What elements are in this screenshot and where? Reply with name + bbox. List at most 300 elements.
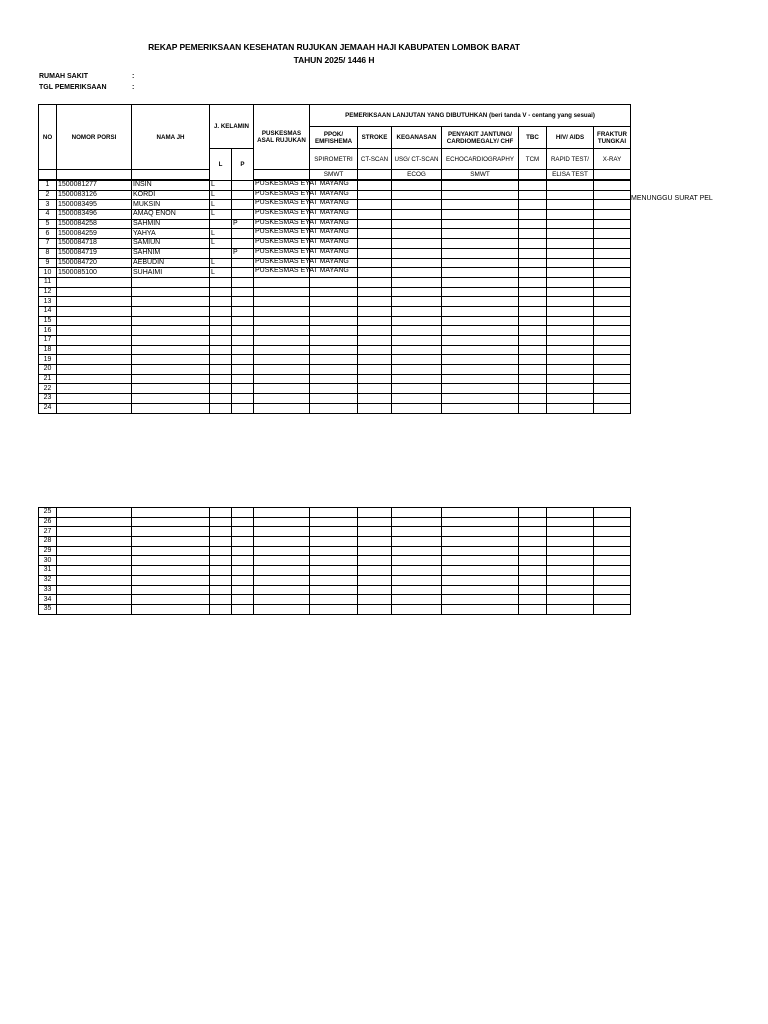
cell-l[interactable] [210, 595, 232, 605]
cell-keganasan[interactable] [392, 326, 442, 336]
cell-hiv[interactable] [547, 268, 594, 278]
cell-jantung[interactable] [442, 219, 519, 229]
cell-p[interactable] [232, 604, 254, 614]
cell-keganasan[interactable] [392, 239, 442, 249]
cell-stroke[interactable] [358, 566, 392, 576]
cell-puskesmas[interactable] [254, 180, 349, 190]
cell-p[interactable] [232, 374, 254, 384]
cell-p[interactable] [232, 355, 254, 365]
cell-nama[interactable] [132, 537, 210, 547]
cell-stroke[interactable] [358, 384, 392, 394]
cell-stroke[interactable] [358, 200, 392, 210]
cell-fraktur[interactable] [594, 306, 631, 316]
cell-fraktur[interactable] [594, 200, 631, 210]
cell-tbc[interactable] [519, 336, 547, 346]
cell-tbc[interactable] [519, 384, 547, 394]
cell-nomor-porsi[interactable]: 1500083495 [57, 200, 132, 210]
cell-tbc[interactable] [519, 258, 547, 268]
cell-tbc[interactable] [519, 210, 547, 220]
cell-ppok[interactable] [310, 345, 358, 355]
cell-tbc[interactable] [519, 219, 547, 229]
cell-keganasan[interactable] [392, 585, 442, 595]
cell-nama[interactable]: AMAQ ENON [132, 210, 210, 220]
cell-tbc[interactable] [519, 566, 547, 576]
cell-hiv[interactable] [547, 575, 594, 585]
cell-hiv[interactable] [547, 527, 594, 537]
cell-nomor-porsi[interactable]: 1500081277 [57, 180, 132, 190]
cell-l[interactable] [210, 403, 232, 413]
cell-keganasan[interactable] [392, 403, 442, 413]
cell-l[interactable] [210, 277, 232, 287]
cell-keganasan[interactable] [392, 575, 442, 585]
cell-fraktur[interactable] [594, 190, 631, 200]
cell-puskesmas[interactable] [254, 566, 310, 576]
cell-keganasan[interactable] [392, 365, 442, 375]
cell-l[interactable]: L [210, 200, 232, 210]
cell-jantung[interactable] [442, 200, 519, 210]
cell-stroke[interactable] [358, 210, 392, 220]
cell-p[interactable] [232, 316, 254, 326]
cell-hiv[interactable] [547, 595, 594, 605]
cell-tbc[interactable] [519, 297, 547, 307]
cell-hiv[interactable] [547, 546, 594, 556]
cell-jantung[interactable] [442, 365, 519, 375]
cell-stroke[interactable] [358, 508, 392, 518]
cell-tbc[interactable] [519, 190, 547, 200]
cell-keganasan[interactable] [392, 316, 442, 326]
cell-ppok[interactable] [310, 365, 358, 375]
cell-l[interactable]: L [210, 258, 232, 268]
cell-ppok[interactable] [310, 355, 358, 365]
cell-tbc[interactable] [519, 403, 547, 413]
cell-hiv[interactable] [547, 517, 594, 527]
cell-ppok[interactable] [310, 575, 358, 585]
cell-hiv[interactable] [547, 384, 594, 394]
cell-ppok[interactable] [310, 517, 358, 527]
cell-nomor-porsi[interactable] [57, 297, 132, 307]
cell-p[interactable] [232, 517, 254, 527]
cell-nomor-porsi[interactable] [57, 355, 132, 365]
cell-nama[interactable] [132, 556, 210, 566]
cell-fraktur[interactable] [594, 297, 631, 307]
cell-tbc[interactable] [519, 268, 547, 278]
cell-ppok[interactable] [310, 556, 358, 566]
cell-fraktur[interactable] [594, 546, 631, 556]
cell-hiv[interactable] [547, 316, 594, 326]
cell-hiv[interactable] [547, 297, 594, 307]
cell-puskesmas[interactable] [254, 585, 310, 595]
cell-nomor-porsi[interactable]: 1500084258 [57, 219, 132, 229]
cell-hiv[interactable] [547, 180, 594, 190]
cell-l[interactable] [210, 537, 232, 547]
cell-nomor-porsi[interactable]: 1500084718 [57, 239, 132, 249]
cell-nama[interactable]: SAMIUN [132, 239, 210, 249]
cell-jantung[interactable] [442, 268, 519, 278]
cell-l[interactable]: L [210, 229, 232, 239]
cell-stroke[interactable] [358, 297, 392, 307]
cell-ppok[interactable] [310, 566, 358, 576]
cell-ppok[interactable] [310, 316, 358, 326]
cell-jantung[interactable] [442, 575, 519, 585]
cell-hiv[interactable] [547, 306, 594, 316]
cell-ppok[interactable] [310, 384, 358, 394]
cell-nomor-porsi[interactable]: 1500084719 [57, 248, 132, 258]
cell-l[interactable] [210, 517, 232, 527]
cell-nama[interactable] [132, 384, 210, 394]
cell-nama[interactable] [132, 595, 210, 605]
cell-jantung[interactable] [442, 403, 519, 413]
cell-hiv[interactable] [547, 239, 594, 249]
cell-p[interactable] [232, 527, 254, 537]
cell-puskesmas[interactable] [254, 546, 310, 556]
cell-fraktur[interactable] [594, 508, 631, 518]
cell-nama[interactable]: INSIN [132, 180, 210, 190]
cell-jantung[interactable] [442, 517, 519, 527]
cell-puskesmas[interactable] [254, 403, 310, 413]
cell-puskesmas[interactable] [254, 316, 310, 326]
cell-stroke[interactable] [358, 326, 392, 336]
cell-nomor-porsi[interactable] [57, 566, 132, 576]
cell-l[interactable] [210, 287, 232, 297]
cell-p[interactable] [232, 575, 254, 585]
cell-l[interactable] [210, 384, 232, 394]
cell-puskesmas[interactable] [254, 287, 310, 297]
cell-fraktur[interactable] [594, 258, 631, 268]
cell-stroke[interactable] [358, 556, 392, 566]
cell-p[interactable] [232, 537, 254, 547]
cell-jantung[interactable] [442, 190, 519, 200]
cell-keganasan[interactable] [392, 345, 442, 355]
cell-nomor-porsi[interactable] [57, 345, 132, 355]
cell-p[interactable] [232, 229, 254, 239]
cell-keganasan[interactable] [392, 508, 442, 518]
cell-fraktur[interactable] [594, 180, 631, 190]
cell-tbc[interactable] [519, 595, 547, 605]
cell-keganasan[interactable] [392, 556, 442, 566]
cell-fraktur[interactable] [594, 210, 631, 220]
cell-l[interactable]: L [210, 239, 232, 249]
cell-nomor-porsi[interactable] [57, 604, 132, 614]
cell-jantung[interactable] [442, 316, 519, 326]
cell-l[interactable] [210, 566, 232, 576]
cell-keganasan[interactable] [392, 517, 442, 527]
cell-keganasan[interactable] [392, 277, 442, 287]
cell-hiv[interactable] [547, 287, 594, 297]
cell-stroke[interactable] [358, 190, 392, 200]
cell-nama[interactable] [132, 345, 210, 355]
cell-l[interactable] [210, 604, 232, 614]
cell-stroke[interactable] [358, 345, 392, 355]
cell-ppok[interactable] [310, 508, 358, 518]
cell-puskesmas[interactable] [254, 595, 310, 605]
cell-fraktur[interactable] [594, 355, 631, 365]
cell-puskesmas[interactable] [254, 517, 310, 527]
cell-tbc[interactable] [519, 575, 547, 585]
cell-fraktur[interactable] [594, 604, 631, 614]
cell-nama[interactable]: SUHAIMI [132, 268, 210, 278]
cell-p[interactable] [232, 180, 254, 190]
cell-ppok[interactable] [310, 585, 358, 595]
cell-tbc[interactable] [519, 316, 547, 326]
cell-hiv[interactable] [547, 277, 594, 287]
cell-stroke[interactable] [358, 595, 392, 605]
cell-stroke[interactable] [358, 248, 392, 258]
cell-tbc[interactable] [519, 287, 547, 297]
cell-l[interactable]: L [210, 268, 232, 278]
cell-p[interactable] [232, 297, 254, 307]
cell-stroke[interactable] [358, 355, 392, 365]
cell-p[interactable] [232, 365, 254, 375]
cell-p[interactable] [232, 239, 254, 249]
cell-stroke[interactable] [358, 258, 392, 268]
cell-jantung[interactable] [442, 384, 519, 394]
cell-nama[interactable] [132, 316, 210, 326]
cell-nomor-porsi[interactable] [57, 326, 132, 336]
cell-nama[interactable] [132, 546, 210, 556]
cell-tbc[interactable] [519, 180, 547, 190]
cell-keganasan[interactable] [392, 306, 442, 316]
cell-fraktur[interactable] [594, 219, 631, 229]
cell-stroke[interactable] [358, 180, 392, 190]
cell-jantung[interactable] [442, 248, 519, 258]
cell-jantung[interactable] [442, 537, 519, 547]
cell-hiv[interactable] [547, 374, 594, 384]
cell-stroke[interactable] [358, 219, 392, 229]
cell-stroke[interactable] [358, 277, 392, 287]
cell-p[interactable] [232, 190, 254, 200]
cell-tbc[interactable] [519, 394, 547, 404]
cell-jantung[interactable] [442, 258, 519, 268]
cell-hiv[interactable] [547, 394, 594, 404]
cell-ppok[interactable] [310, 546, 358, 556]
cell-puskesmas[interactable] [254, 508, 310, 518]
cell-p[interactable] [232, 546, 254, 556]
cell-fraktur[interactable] [594, 394, 631, 404]
cell-p[interactable] [232, 258, 254, 268]
cell-nomor-porsi[interactable] [57, 277, 132, 287]
cell-puskesmas[interactable] [254, 537, 310, 547]
cell-ppok[interactable] [310, 604, 358, 614]
cell-puskesmas[interactable] [254, 575, 310, 585]
cell-keganasan[interactable] [392, 604, 442, 614]
cell-l[interactable] [210, 219, 232, 229]
cell-fraktur[interactable] [594, 517, 631, 527]
cell-nama[interactable]: SAHMIN [132, 219, 210, 229]
cell-ppok[interactable] [310, 326, 358, 336]
cell-p[interactable] [232, 200, 254, 210]
cell-nomor-porsi[interactable] [57, 546, 132, 556]
cell-l[interactable] [210, 575, 232, 585]
cell-hiv[interactable] [547, 219, 594, 229]
cell-nama[interactable] [132, 508, 210, 518]
cell-nomor-porsi[interactable] [57, 306, 132, 316]
cell-jantung[interactable] [442, 210, 519, 220]
cell-puskesmas[interactable] [254, 374, 310, 384]
cell-l[interactable] [210, 355, 232, 365]
cell-hiv[interactable] [547, 355, 594, 365]
cell-keganasan[interactable] [392, 210, 442, 220]
cell-hiv[interactable] [547, 508, 594, 518]
cell-jantung[interactable] [442, 556, 519, 566]
cell-ppok[interactable] [310, 595, 358, 605]
cell-fraktur[interactable] [594, 365, 631, 375]
cell-l[interactable] [210, 345, 232, 355]
cell-ppok[interactable] [310, 306, 358, 316]
cell-nama[interactable] [132, 287, 210, 297]
cell-puskesmas[interactable] [254, 394, 310, 404]
cell-jantung[interactable] [442, 336, 519, 346]
cell-ppok[interactable] [310, 537, 358, 547]
cell-jantung[interactable] [442, 229, 519, 239]
cell-stroke[interactable] [358, 394, 392, 404]
cell-keganasan[interactable] [392, 248, 442, 258]
cell-puskesmas[interactable] [254, 267, 349, 278]
cell-keganasan[interactable] [392, 219, 442, 229]
cell-p[interactable] [232, 384, 254, 394]
cell-nama[interactable]: SAHNIM [132, 248, 210, 258]
cell-keganasan[interactable] [392, 537, 442, 547]
cell-stroke[interactable] [358, 575, 392, 585]
cell-hiv[interactable] [547, 537, 594, 547]
cell-jantung[interactable] [442, 277, 519, 287]
cell-jantung[interactable] [442, 595, 519, 605]
cell-puskesmas[interactable] [254, 556, 310, 566]
cell-p[interactable] [232, 595, 254, 605]
cell-tbc[interactable] [519, 239, 547, 249]
cell-keganasan[interactable] [392, 297, 442, 307]
cell-nama[interactable] [132, 365, 210, 375]
cell-puskesmas[interactable] [254, 336, 310, 346]
cell-nomor-porsi[interactable] [57, 537, 132, 547]
cell-jantung[interactable] [442, 566, 519, 576]
cell-tbc[interactable] [519, 229, 547, 239]
cell-tbc[interactable] [519, 527, 547, 537]
cell-puskesmas[interactable] [254, 365, 310, 375]
cell-nomor-porsi[interactable]: 1500084720 [57, 258, 132, 268]
cell-jantung[interactable] [442, 374, 519, 384]
cell-puskesmas[interactable] [254, 297, 310, 307]
cell-l[interactable] [210, 326, 232, 336]
cell-jantung[interactable] [442, 394, 519, 404]
cell-jantung[interactable] [442, 604, 519, 614]
cell-ppok[interactable] [310, 394, 358, 404]
cell-jantung[interactable] [442, 326, 519, 336]
cell-tbc[interactable] [519, 508, 547, 518]
cell-nomor-porsi[interactable]: 1500083126 [57, 190, 132, 200]
cell-jantung[interactable] [442, 180, 519, 190]
cell-keganasan[interactable] [392, 287, 442, 297]
cell-keganasan[interactable] [392, 190, 442, 200]
cell-nomor-porsi[interactable] [57, 365, 132, 375]
cell-tbc[interactable] [519, 546, 547, 556]
cell-p[interactable] [232, 394, 254, 404]
cell-stroke[interactable] [358, 527, 392, 537]
cell-l[interactable] [210, 374, 232, 384]
cell-fraktur[interactable] [594, 566, 631, 576]
cell-nama[interactable]: YAHYA [132, 229, 210, 239]
cell-l[interactable]: L [210, 210, 232, 220]
cell-jantung[interactable] [442, 546, 519, 556]
cell-keganasan[interactable] [392, 180, 442, 190]
cell-hiv[interactable] [547, 326, 594, 336]
cell-l[interactable] [210, 585, 232, 595]
cell-nomor-porsi[interactable] [57, 575, 132, 585]
cell-stroke[interactable] [358, 374, 392, 384]
cell-jantung[interactable] [442, 585, 519, 595]
cell-p[interactable] [232, 566, 254, 576]
cell-hiv[interactable] [547, 258, 594, 268]
cell-keganasan[interactable] [392, 566, 442, 576]
cell-p[interactable]: P [232, 219, 254, 229]
cell-fraktur[interactable] [594, 537, 631, 547]
cell-fraktur[interactable] [594, 229, 631, 239]
cell-hiv[interactable] [547, 248, 594, 258]
cell-p[interactable] [232, 403, 254, 413]
cell-stroke[interactable] [358, 287, 392, 297]
cell-jantung[interactable] [442, 306, 519, 316]
cell-fraktur[interactable] [594, 403, 631, 413]
cell-nama[interactable] [132, 604, 210, 614]
cell-fraktur[interactable] [594, 384, 631, 394]
cell-stroke[interactable] [358, 239, 392, 249]
cell-nomor-porsi[interactable] [57, 403, 132, 413]
cell-fraktur[interactable] [594, 239, 631, 249]
cell-fraktur[interactable] [594, 326, 631, 336]
cell-nomor-porsi[interactable] [57, 556, 132, 566]
cell-tbc[interactable] [519, 248, 547, 258]
cell-keganasan[interactable] [392, 595, 442, 605]
cell-keganasan[interactable] [392, 394, 442, 404]
cell-tbc[interactable] [519, 200, 547, 210]
cell-jantung[interactable] [442, 508, 519, 518]
cell-hiv[interactable] [547, 566, 594, 576]
cell-ppok[interactable] [310, 336, 358, 346]
cell-nomor-porsi[interactable]: 1500083496 [57, 210, 132, 220]
cell-l[interactable]: L [210, 190, 232, 200]
cell-stroke[interactable] [358, 365, 392, 375]
cell-fraktur[interactable] [594, 277, 631, 287]
cell-jantung[interactable] [442, 345, 519, 355]
cell-fraktur[interactable] [594, 268, 631, 278]
cell-tbc[interactable] [519, 365, 547, 375]
cell-ppok[interactable] [310, 527, 358, 537]
cell-tbc[interactable] [519, 537, 547, 547]
cell-l[interactable] [210, 306, 232, 316]
cell-nomor-porsi[interactable] [57, 384, 132, 394]
cell-stroke[interactable] [358, 268, 392, 278]
cell-fraktur[interactable] [594, 287, 631, 297]
cell-stroke[interactable] [358, 306, 392, 316]
cell-hiv[interactable] [547, 365, 594, 375]
cell-p[interactable] [232, 306, 254, 316]
cell-stroke[interactable] [358, 537, 392, 547]
cell-l[interactable] [210, 336, 232, 346]
cell-fraktur[interactable] [594, 585, 631, 595]
cell-l[interactable] [210, 316, 232, 326]
cell-nama[interactable] [132, 566, 210, 576]
cell-stroke[interactable] [358, 604, 392, 614]
cell-tbc[interactable] [519, 556, 547, 566]
cell-puskesmas[interactable] [254, 277, 310, 287]
cell-tbc[interactable] [519, 374, 547, 384]
cell-l[interactable] [210, 556, 232, 566]
cell-nama[interactable] [132, 517, 210, 527]
cell-p[interactable] [232, 210, 254, 220]
cell-tbc[interactable] [519, 585, 547, 595]
cell-p[interactable] [232, 336, 254, 346]
cell-keganasan[interactable] [392, 200, 442, 210]
cell-nama[interactable] [132, 336, 210, 346]
